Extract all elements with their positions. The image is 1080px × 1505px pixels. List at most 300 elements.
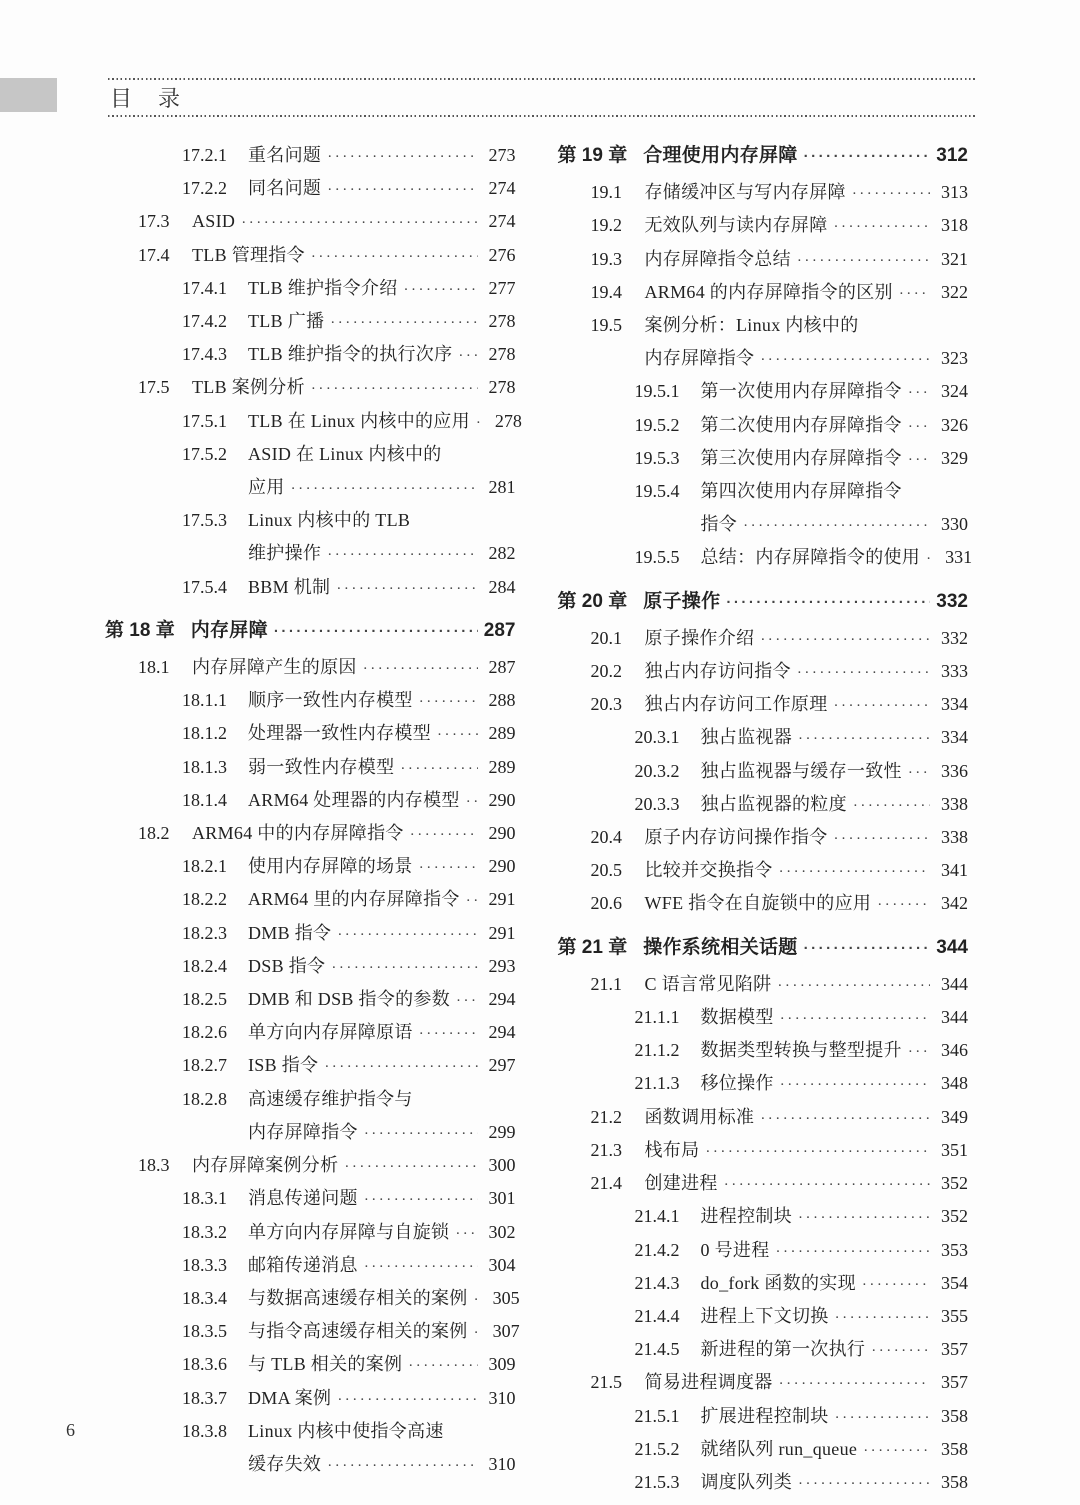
toc-entry-number: 18.2.1: [182, 856, 227, 877]
toc-entry-title: 简易进程调度器: [644, 1372, 773, 1393]
toc-entry-number: 第 19 章: [557, 145, 628, 166]
toc-entry-title: 邮箱传递消息: [248, 1254, 358, 1275]
toc-entry-title: 进程上下文切换: [700, 1305, 829, 1326]
toc-entry: [558, 1467, 969, 1500]
toc-entry: [558, 1434, 969, 1467]
toc-entry-title: 独占监视器与缓存一致性: [700, 760, 902, 781]
toc-entry: [105, 1250, 516, 1283]
dot-leader: [835, 1401, 930, 1434]
toc-entry: [105, 439, 516, 472]
dot-leader: [871, 1334, 930, 1367]
toc-entry-title: WFE 指令在自旋锁中的应用: [644, 893, 872, 914]
toc-entry-number: 19.5.4: [634, 481, 680, 502]
toc-entry-title: 扩展进程控制块: [700, 1405, 829, 1426]
dot-leader: [404, 273, 478, 306]
toc-entry: [105, 206, 516, 239]
toc-entry-page: 289: [488, 723, 516, 744]
dot-leader: [853, 789, 930, 822]
toc-entry-number: 17.3: [138, 211, 170, 232]
toc-entry-page: 332: [936, 590, 968, 612]
dot-leader: [419, 851, 478, 884]
toc-entry-number: 20.2: [590, 661, 622, 682]
dot-leader: [456, 984, 477, 1017]
dot-leader: [330, 306, 477, 339]
toc-entry-number: 18.1: [138, 657, 170, 678]
toc-entry-number: 18.2.8: [182, 1088, 227, 1109]
toc-entry-number: 17.5.2: [182, 443, 227, 464]
toc-entry-page: 294: [488, 1022, 516, 1043]
toc-entry-title: 操作系统相关话题: [643, 936, 798, 958]
toc-entry-page: 274: [488, 178, 516, 199]
toc-entry-title: 内存屏障: [190, 619, 268, 641]
toc-entry: [105, 1017, 516, 1050]
toc-entry: [105, 718, 516, 751]
dot-leader: [760, 623, 930, 656]
dot-leader: [311, 240, 478, 273]
toc-entry-title: TLB 案例分析: [192, 377, 305, 398]
toc-entry-number: 19.5.1: [634, 381, 680, 402]
toc-entry: [558, 476, 969, 509]
toc-entry: [105, 339, 516, 372]
toc-entry-page: 332: [941, 627, 968, 648]
toc-entry-page: 304: [488, 1254, 516, 1275]
toc-entry-number: 20.1: [590, 627, 622, 648]
toc-entry: [558, 689, 969, 722]
dot-leader: [331, 951, 477, 984]
toc-entry-page: 301: [488, 1188, 516, 1209]
toc-entry-page: 289: [488, 756, 516, 777]
toc-entry-title: 与数据高速缓存相关的案例: [248, 1287, 468, 1308]
dot-leader: [863, 1434, 930, 1467]
toc-entry-page: 352: [941, 1173, 968, 1194]
toc-entry-page: 282: [488, 543, 516, 564]
toc-entry-title: 第三次使用内存屏障指令: [700, 447, 902, 468]
toc-entry: [558, 722, 969, 755]
toc-entry: [558, 932, 969, 964]
toc-entry-title: 单方向内存屏障与自旋锁: [248, 1221, 450, 1242]
dot-leader: [476, 406, 484, 439]
toc-entry-page: 321: [941, 248, 968, 269]
toc-entry-title: ARM64 处理器的内存模型: [248, 789, 460, 810]
toc-entry-page: 299: [488, 1121, 516, 1142]
toc-entry: [105, 273, 516, 306]
toc-entry-title: ISB 指令: [248, 1055, 319, 1076]
toc-entry-number: 21.4.4: [634, 1305, 680, 1326]
toc-entry-page: 278: [494, 410, 522, 431]
toc-entry-title: TLB 维护指令介绍: [248, 277, 398, 298]
toc-entry-title: 内存屏障指令: [248, 1121, 358, 1142]
toc-entry: [558, 1301, 969, 1334]
toc-entry-page: 357: [941, 1339, 968, 1360]
dot-leader: [466, 884, 478, 917]
toc-entry-page: 342: [941, 893, 968, 914]
toc-entry-page: 287: [483, 619, 516, 641]
toc-entry-page: 284: [488, 576, 516, 597]
toc-entry-number: 19.3: [590, 248, 622, 269]
dot-leader: [274, 615, 478, 647]
toc-entry: [105, 1117, 516, 1150]
toc-entry-number: 第 18 章: [105, 619, 175, 641]
toc-entry-title: ARM64 的内存屏障指令的区别: [644, 281, 893, 302]
toc-entry-page: 318: [941, 215, 968, 236]
toc-entry-title: TLB 管理指令: [192, 244, 305, 265]
toc-entry-number: 20.3.2: [634, 760, 680, 781]
toc-entry: [558, 443, 969, 476]
toc-entry-number: 18.1.3: [182, 756, 227, 777]
dot-leader: [908, 756, 930, 789]
toc-entry-number: 21.1.1: [634, 1007, 680, 1028]
toc-entry-title: DMA 案例: [248, 1387, 332, 1408]
toc-entry-page: 278: [488, 344, 516, 365]
toc-entry-number: 18.3.1: [182, 1188, 227, 1209]
toc-entry-title: 应用: [248, 477, 285, 498]
toc-entry-title: 顺序一致性内存模型: [248, 690, 413, 711]
toc-entry: [105, 505, 516, 538]
toc-entry-title: 合理使用内存屏障: [643, 145, 798, 166]
toc-entry: [105, 884, 516, 917]
toc-entry-page: 352: [941, 1206, 968, 1227]
toc-entry-page: 357: [941, 1372, 968, 1393]
toc-entry-page: 293: [488, 955, 516, 976]
toc-entry-title: ASID: [192, 211, 236, 232]
toc-entry-number: 21.4.3: [634, 1272, 680, 1293]
header-rule-top: [108, 78, 975, 80]
toc-entry-title: 消息传递问题: [248, 1188, 358, 1209]
toc-entry-page: 326: [941, 414, 968, 435]
toc-entry-number: 17.4: [138, 244, 170, 265]
dot-leader: [908, 410, 930, 443]
toc-entry-title: 维护操作: [248, 543, 322, 564]
page-number: 6: [66, 1420, 75, 1440]
toc-entry: [558, 376, 969, 409]
toc-column-right: [557, 140, 973, 1500]
toc-entry-page: 290: [488, 856, 516, 877]
toc-entry-page: 313: [941, 182, 968, 203]
dot-leader: [419, 685, 478, 718]
toc-entry-title: 数据类型转换与整型提升: [700, 1040, 902, 1061]
toc-entry: [105, 1050, 516, 1083]
toc-entry-number: 18.2: [138, 823, 170, 844]
toc-entry: [558, 1268, 969, 1301]
dot-leader: [780, 1068, 930, 1101]
toc-entry-title: 重名问题: [248, 145, 322, 165]
dot-leader: [797, 244, 930, 277]
toc-entry-title: 内存屏障指令总结: [644, 248, 791, 269]
dot-leader: [327, 538, 477, 571]
toc-entry-number: 21.5: [590, 1372, 622, 1393]
dot-leader: [908, 1035, 930, 1068]
toc-entry-page: 302: [488, 1221, 516, 1242]
toc-entry-title: TLB 在 Linux 内核中的应用: [248, 410, 470, 431]
toc-entry-page: 277: [488, 277, 516, 298]
toc-entry-title: 数据模型: [700, 1007, 774, 1028]
toc-entry-title: ARM64 里的内存屏障指令: [248, 889, 460, 910]
toc-entry-number: 19.5.2: [634, 414, 680, 435]
toc-entry-number: 18.2.6: [182, 1022, 227, 1043]
toc-entry: [105, 572, 516, 605]
toc-entry-title: 调度队列类: [700, 1471, 792, 1492]
dot-leader: [908, 376, 930, 409]
page-title: 目 录: [110, 86, 183, 111]
toc-entry-number: 21.1: [590, 973, 622, 994]
toc-entry-title: Linux 内核中使指令高速: [248, 1420, 444, 1441]
toc-entry: [105, 406, 522, 439]
toc-entry: [105, 1183, 516, 1216]
toc-entry-title: 进程控制块: [700, 1206, 792, 1227]
dot-leader: [760, 343, 930, 376]
toc-entry: [558, 888, 969, 921]
toc-entry-title: 独占监视器: [700, 727, 792, 748]
toc-entry-title: C 语言常见陷阱: [644, 973, 772, 994]
toc-entry: [105, 984, 516, 1017]
toc-entry-number: 18.3.2: [182, 1221, 227, 1242]
toc-entry-number: 21.5.2: [634, 1438, 680, 1459]
toc-entry-number: 19.1: [590, 182, 622, 203]
toc-entry-page: 294: [488, 989, 516, 1010]
toc-entry-number: 第 21 章: [557, 936, 628, 958]
toc-entry-title: 就绪队列 run_queue: [700, 1438, 858, 1459]
toc-entry-page: 336: [941, 760, 968, 781]
toc-entry-page: 353: [941, 1239, 968, 1260]
toc-entry-title: 0 号进程: [700, 1239, 770, 1260]
toc-entry-title: 函数调用标准: [644, 1106, 755, 1127]
toc-entry-title: 第二次使用内存屏障指令: [700, 414, 902, 435]
toc-entry-page: 276: [488, 244, 516, 265]
toc-entry-number: 17.5.1: [182, 410, 227, 431]
dot-leader: [779, 855, 930, 888]
toc-entry: [558, 410, 969, 443]
dot-leader: [458, 339, 477, 372]
toc-entry: [105, 652, 516, 685]
toc-entry: [105, 918, 516, 951]
toc-entry-title: 与指令高速缓存相关的案例: [248, 1321, 468, 1342]
dot-leader: [327, 140, 477, 173]
toc-entry-number: 21.4.1: [634, 1206, 680, 1227]
toc-entry-title: 原子操作介绍: [644, 627, 755, 648]
toc-entry-number: 21.5.1: [634, 1405, 680, 1426]
dot-leader: [804, 140, 930, 172]
toc-entry-title: TLB 维护指令的执行次序: [248, 344, 453, 365]
dot-leader: [291, 472, 478, 505]
toc-entry: [558, 822, 969, 855]
toc-entry-number: 19.4: [590, 281, 622, 302]
toc-entry: [105, 685, 516, 718]
toc-entry-page: 324: [941, 381, 968, 402]
toc-entry-title: 栈布局: [644, 1139, 700, 1160]
toc-entry-number: 18.3.7: [182, 1387, 227, 1408]
toc-entry-page: 329: [941, 447, 968, 468]
toc-entry-number: 18.3.3: [182, 1254, 227, 1275]
toc-entry-number: 21.1.2: [634, 1040, 680, 1061]
toc-entry-page: 288: [488, 690, 516, 711]
toc-entry-title: 创建进程: [644, 1173, 718, 1194]
toc-entry-title: do_fork 函数的实现: [700, 1272, 856, 1293]
toc-entry-page: 334: [941, 694, 968, 715]
toc-entry: [105, 1416, 516, 1449]
toc-entry: [105, 1283, 520, 1316]
toc-entry: [105, 240, 516, 273]
toc-entry-number: 18.2.3: [182, 922, 227, 943]
toc-entry-page: 346: [941, 1040, 968, 1061]
toc-entry-title: 案例分析：Linux 内核中的: [644, 315, 859, 336]
toc-entry-title: 独占内存访问工作原理: [644, 694, 828, 715]
dot-leader: [743, 509, 930, 542]
toc-entry-title: 缓存失效: [248, 1453, 322, 1474]
toc-entry-number: 20.3.3: [634, 793, 680, 814]
dot-leader: [327, 1449, 477, 1482]
toc-entry: [105, 306, 516, 339]
toc-entry: [558, 1334, 969, 1367]
toc-entry-title: 无效队列与读内存屏障: [644, 215, 828, 236]
toc-entry-number: 21.4.5: [634, 1339, 680, 1360]
toc-entry-number: 18.1.2: [182, 723, 227, 744]
toc-entry-page: 278: [488, 311, 516, 332]
dot-leader: [337, 918, 477, 951]
toc-entry-title: 原子内存访问操作指令: [644, 827, 828, 848]
toc-entry: [105, 1449, 516, 1482]
toc-entry-number: 19.2: [590, 215, 622, 236]
toc-entry-title: ARM64 中的内存屏障指令: [192, 823, 404, 844]
toc-entry-number: 17.5: [138, 377, 170, 398]
toc-entry-number: 18.3.4: [182, 1287, 227, 1308]
toc-entry-title: 新进程的第一次执行: [700, 1339, 866, 1360]
dot-leader: [324, 1050, 477, 1083]
toc-entry-title: DSB 指令: [248, 955, 326, 976]
dot-leader: [410, 818, 478, 851]
toc-entry-page: 274: [488, 211, 516, 232]
toc-entry-number: 21.4: [590, 1173, 622, 1194]
toc-entry-number: 20.3: [590, 694, 622, 715]
toc-entry-number: 18.3.8: [182, 1420, 227, 1441]
dot-leader: [726, 586, 930, 618]
toc-entry-number: 20.3.1: [634, 727, 680, 748]
toc-entry-page: 330: [941, 514, 968, 535]
toc-entry: [558, 1035, 969, 1068]
toc-entry-title: 内存屏障指令: [644, 348, 755, 369]
toc-entry: [558, 343, 969, 376]
toc-entry: [105, 1316, 520, 1349]
dot-leader: [779, 1367, 930, 1400]
toc-entry-page: 351: [941, 1139, 968, 1160]
dot-leader: [705, 1135, 930, 1168]
dot-leader: [777, 969, 930, 1002]
dot-leader: [344, 1150, 477, 1183]
toc-entry: [105, 752, 516, 785]
toc-entry-page: 358: [941, 1438, 968, 1459]
toc-entry-title: 总结：内存屏障指令的使用: [700, 547, 921, 568]
toc-entry-title: 原子操作: [643, 590, 721, 612]
toc-entry: [105, 818, 516, 851]
toc-entry-title: 弱一致性内存模型: [248, 756, 395, 777]
toc-entry-page: 300: [488, 1155, 516, 1176]
toc-entry-title: 内存屏障产生的原因: [192, 657, 357, 678]
toc-entry-title: 内存屏障案例分析: [192, 1155, 339, 1176]
toc-entry-page: 281: [488, 477, 516, 498]
toc-entry-number: 18.2.2: [182, 889, 227, 910]
toc-entry: [558, 789, 969, 822]
toc-entry-number: 17.2.1: [182, 145, 227, 165]
toc-entry-page: 358: [941, 1405, 968, 1426]
toc-entry: [105, 472, 516, 505]
toc-entry: [558, 756, 969, 789]
dot-leader: [241, 206, 477, 239]
toc-entry: [105, 1084, 516, 1117]
toc-entry-number: 17.5.3: [182, 510, 227, 531]
dot-leader: [408, 1349, 477, 1382]
toc-entry-number: 21.2: [590, 1106, 622, 1127]
dot-leader: [474, 1316, 482, 1349]
dot-leader: [364, 1183, 478, 1216]
dot-leader: [474, 1283, 482, 1316]
toc-entry: [558, 140, 969, 172]
toc-entry: [558, 210, 969, 243]
toc-entry: [558, 1235, 969, 1268]
toc-entry: [558, 1102, 969, 1135]
dot-leader: [455, 1217, 477, 1250]
toc-entry-title: 与 TLB 相关的案例: [248, 1354, 403, 1375]
toc-entry-title: 处理器一致性内存模型: [248, 723, 431, 744]
toc-entry-number: 19.5.5: [634, 547, 680, 568]
toc-entry-page: 354: [941, 1272, 968, 1293]
toc-entry-title: DMB 指令: [248, 922, 332, 943]
toc-entry-title: Linux 内核中的 TLB: [248, 510, 411, 531]
toc-column-left: [105, 140, 522, 1500]
toc-entry: [105, 173, 516, 206]
toc-entry: [105, 1349, 516, 1382]
toc-entry-page: 310: [488, 1387, 516, 1408]
toc-entry: [558, 1168, 969, 1201]
toc-entry-title: 第四次使用内存屏障指令: [700, 481, 902, 502]
toc-entry-number: 第 20 章: [557, 590, 628, 612]
toc-entry-title: BBM 机制: [248, 576, 331, 597]
toc-entry-page: 344: [936, 936, 968, 958]
toc-entry: [558, 1367, 969, 1400]
toc-entry: [558, 244, 969, 277]
toc-entry-number: 18.2.7: [182, 1055, 227, 1076]
dot-leader: [724, 1168, 930, 1201]
dot-leader: [926, 542, 934, 575]
toc-entry-number: 18.2.5: [182, 989, 227, 1010]
dot-leader: [776, 1235, 931, 1268]
dot-leader: [364, 1117, 478, 1150]
dot-leader: [877, 888, 930, 921]
dot-leader: [834, 689, 931, 722]
toc-entry-page: 287: [488, 657, 516, 678]
toc-entry-number: 20.6: [590, 893, 622, 914]
toc-entry-number: 17.2.2: [182, 178, 227, 199]
dot-leader: [466, 785, 478, 818]
toc-entry-number: 18.1.4: [182, 789, 227, 810]
toc-entry: [105, 615, 516, 647]
dot-leader: [804, 932, 930, 964]
toc-entry: [558, 177, 969, 210]
toc-entry: [105, 785, 516, 818]
toc-entry-number: 21.4.2: [634, 1239, 680, 1260]
toc-entry-page: 341: [941, 860, 968, 881]
toc-entry: [558, 1135, 969, 1168]
toc-entry: [558, 656, 969, 689]
toc-entry: [105, 851, 516, 884]
toc-entry-number: 18.1.1: [182, 690, 227, 711]
toc-entry-number: 17.5.4: [182, 576, 227, 597]
toc-entry: [105, 951, 516, 984]
dot-leader: [364, 1250, 478, 1283]
toc-entry-page: 307: [492, 1321, 520, 1342]
toc-entry-number: 17.4.3: [182, 344, 227, 365]
dot-leader: [337, 1383, 477, 1416]
toc-entry: [558, 1002, 969, 1035]
toc-entry: [558, 1068, 969, 1101]
